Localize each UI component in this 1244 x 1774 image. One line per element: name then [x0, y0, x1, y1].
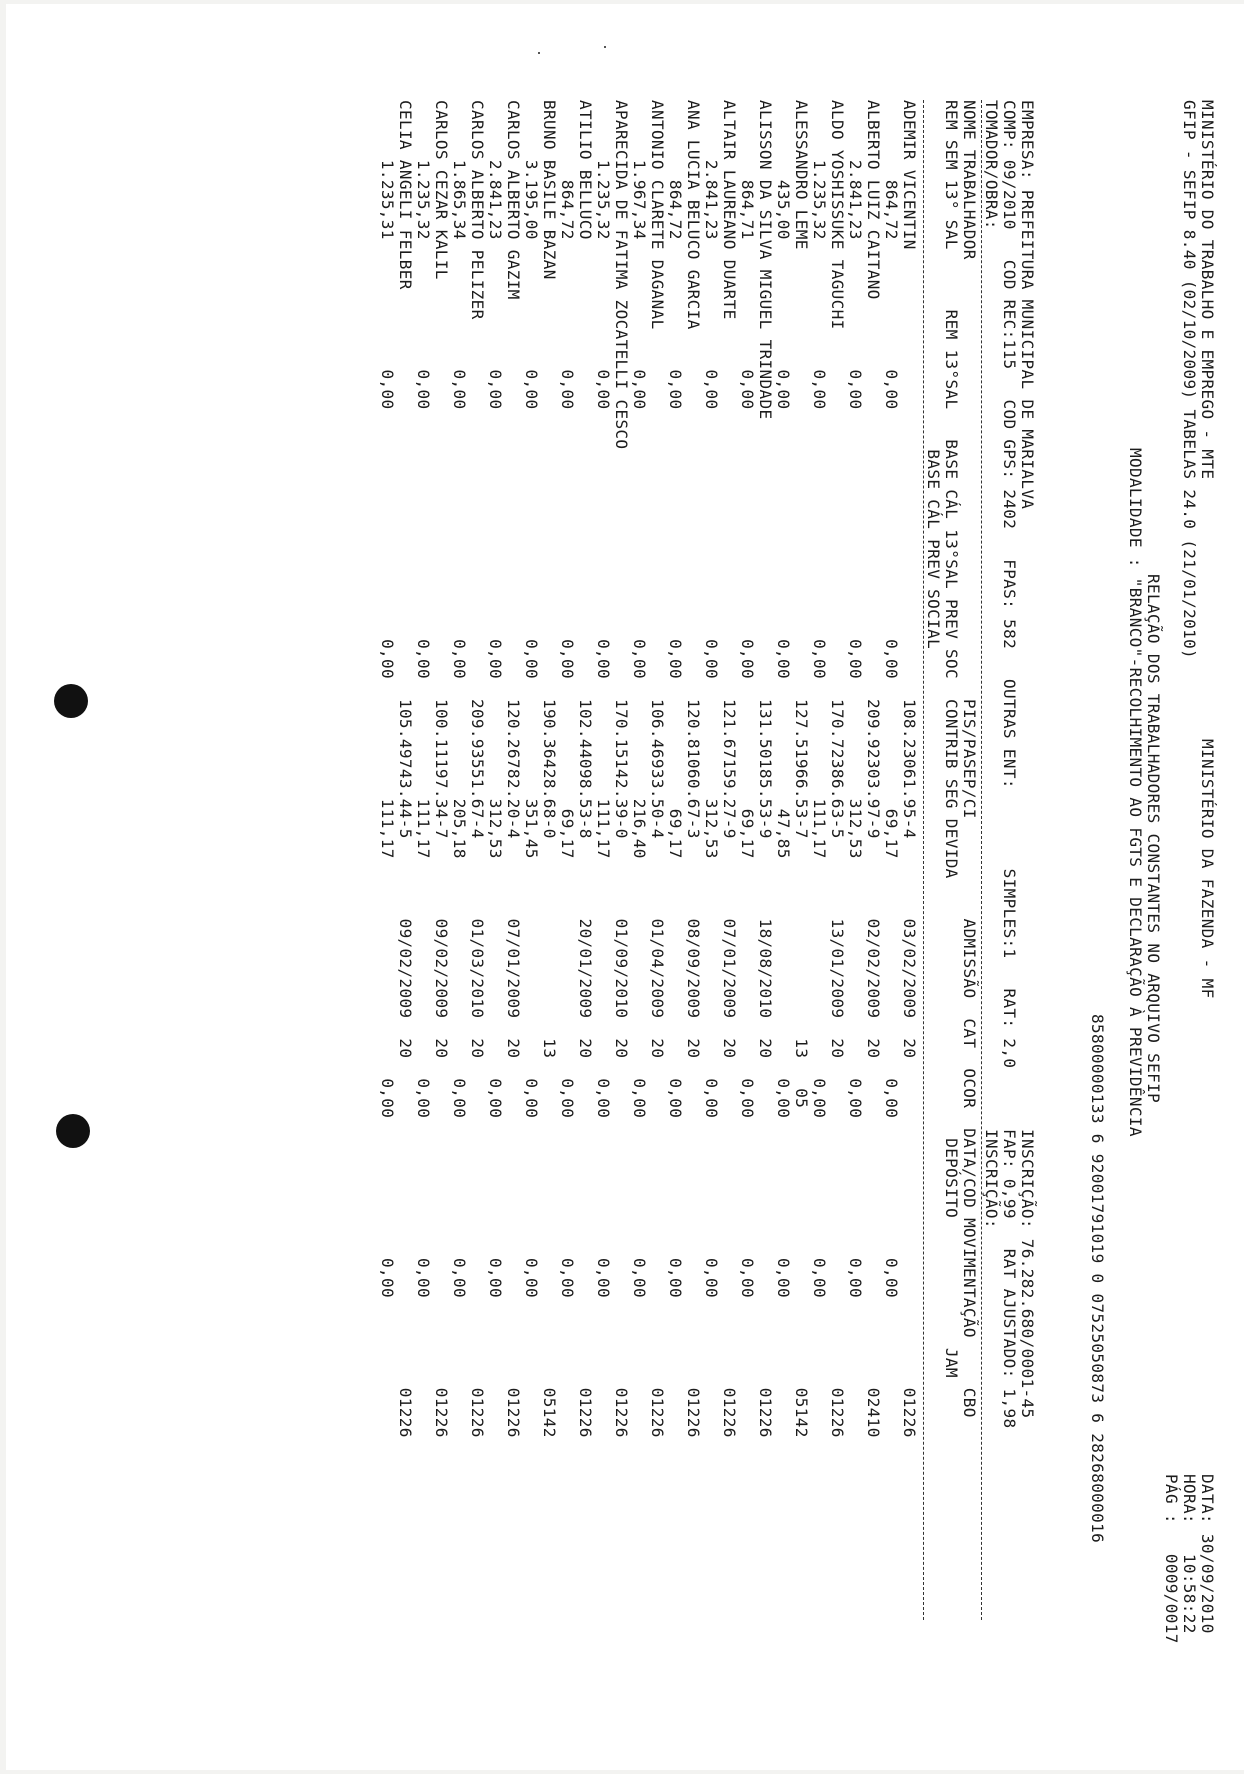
record-line-1: ALBERTO LUIZ CAITANO 209.92303.97-9 02/02/2009 20 02410 [864, 100, 883, 1438]
record-line-2: 864,72 0,00 0,00 69,17 0,00 0,00 [882, 100, 901, 1298]
record-line-2: 2.841,23 0,00 0,00 312,53 0,00 0,00 [702, 100, 721, 1298]
record-line-2: 1.967,34 0,00 0,00 216,40 0,00 0,00 [630, 100, 649, 1298]
speck [604, 46, 606, 48]
record-line-1: CARLOS ALBERTO PELIZER 209.93551.67-4 01/03/2010 20 01226 [468, 100, 487, 1438]
report-date: DATA: 30/09/2010 [1198, 1474, 1217, 1634]
inscricao-tomador: INSCRIÇÃO: [982, 1129, 1001, 1229]
rule-header [923, 100, 924, 1620]
tomador: TOMADOR/OBRA: [982, 100, 1001, 230]
inscricao: INSCRIÇÃO: 76.282.680/0001-45 [1018, 1129, 1037, 1419]
record-line-2: 864,72 0,00 0,00 69,17 0,00 0,00 [558, 100, 577, 1298]
page-number: PÁG : 0009/0017 [1162, 1474, 1181, 1644]
record-line-1: ADEMIR VICENTIN 108.23061.95-4 03/02/2009 20 01226 [900, 100, 919, 1438]
punch-hole-bottom [56, 1114, 90, 1148]
record-line-2: 435,00 0,00 0,00 47,85 0,00 0,00 [774, 100, 793, 1298]
report-page [6, 4, 1244, 1774]
speck [538, 52, 540, 54]
record-line-2: 1.235,32 0,00 0,00 111,17 0,00 0,00 [414, 100, 433, 1298]
record-line-2: 1.235,32 0,00 0,00 111,17 0,00 0,00 [810, 100, 829, 1298]
record-line-1: ALISSON DA SILVA MIGUEL TRINDADE 131.50185.53-9 18/08/2010 20 01226 [756, 100, 775, 1438]
record-line-2: 1.235,31 0,00 0,00 111,17 0,00 0,00 [378, 100, 397, 1298]
column-header-1: NOME TRABALHADOR PIS/PASEP/CI ADMISSÃO CAT OCOR DATA/COD MOVIMENTAÇÃO CBO [960, 100, 979, 1418]
record-line-1: CARLOS ALBERTO GAZIM 120.26782.20-4 07/01/2009 20 01226 [504, 100, 523, 1438]
record-line-1: ATILIO BELLUCO 102.44098.53-8 20/01/2009 20 01226 [576, 100, 595, 1438]
empresa: EMPRESA: PREFEITURA MUNICIPAL DE MARIALVA [1018, 100, 1037, 510]
gfip-version: GFIP - SEFIP 8.40 (02/10/2009) TABELAS 24.0 (21/01/2010) [1180, 100, 1199, 660]
competencia-line: COMP: 09/2010 COD REC:115 COD GPS: 2402 FPAS: 582 OUTRAS ENT: SIMPLES:1 RAT: 2,0 [1000, 100, 1019, 1069]
record-line-1: ALTAIR LAUREANO DUARTE 121.67159.27-9 07/01/2009 20 01226 [720, 100, 739, 1438]
record-line-2: 864,71 0,00 0,00 69,17 0,00 0,00 [738, 100, 757, 1298]
record-line-1: ANA LUCIA BELUCO GARCIA 120.81060.67-3 08/09/2009 20 01226 [684, 100, 703, 1438]
modalidade: MODALIDADE : "BRANCO"-RECOLHIMENTO AO FGTS E DECLARAÇÃO À PREVIDÊNCIA [1126, 448, 1145, 1137]
record-line-1: BRUNO BASILE BAZAN 190.36428.68-0 13 05142 [540, 100, 559, 1438]
barcode-number: 85800000133 6 92001791019 0 07525050873 6 28268000016 [1088, 1014, 1107, 1544]
ministry-right: MINISTÉRIO DA FAZENDA - MF [1198, 739, 1217, 999]
column-header-2: REM SEM 13° SAL REM 13°SAL BASE CÁL 13°SAL PREV SOC CONTRIB SEG DEVIDA DEPÓSITO JAM [942, 100, 961, 1378]
document-sheet [6, 4, 1244, 1770]
record-line-1: CARLOS CEZAR KALIL 100.11197.34-7 09/02/2009 20 01226 [432, 100, 451, 1438]
record-line-2: 864,72 0,00 0,00 69,17 0,00 0,00 [666, 100, 685, 1298]
column-header-3: BASE CÁL PREV SOCIAL [924, 100, 943, 650]
report-title: RELAÇÃO DOS TRABALHADORES CONSTANTES NO ARQUIVO SEFIP [1144, 574, 1163, 1104]
record-line-2: 2.841,23 0,00 0,00 312,53 0,00 0,00 [846, 100, 865, 1298]
record-line-1: CELIA ANGELI FELBER 105.49743.44-5 09/02/2009 20 01226 [396, 100, 415, 1438]
record-line-2: 2.841,23 0,00 0,00 312,53 0,00 0,00 [486, 100, 505, 1298]
fap-line: FAP: 0,99 RAT AJUSTADO: 1,98 [1000, 1129, 1019, 1429]
record-line-1: APARECIDA DE FATIMA ZOCATELLI CESCO 170.15142.39-0 01/09/2010 20 01226 [612, 100, 631, 1438]
record-line-2: 1.235,32 0,00 0,00 111,17 0,00 0,00 [594, 100, 613, 1298]
punch-hole-top [54, 684, 88, 718]
ministry-left: MINISTÉRIO DO TRABALHO E EMPREGO - MTE [1198, 100, 1217, 480]
record-line-1: ANTONIO CLARETE DAGANAL 106.46933.50-4 01/04/2009 20 01226 [648, 100, 667, 1438]
record-line-2: 3.195,00 0,00 0,00 351,45 0,00 0,00 [522, 100, 541, 1298]
record-line-2: 1.865,34 0,00 0,00 205,18 0,00 0,00 [450, 100, 469, 1298]
record-line-1: ALESSANDRO LEME 127.51966.53-7 13 05 05142 [792, 100, 811, 1438]
record-line-1: ALDO YOSHISSUKE TAGUCHI 170.72386.63-5 13/01/2009 20 01226 [828, 100, 847, 1438]
report-time: HORA: 10:58:22 [1180, 1474, 1199, 1634]
rule-top [981, 100, 982, 1620]
